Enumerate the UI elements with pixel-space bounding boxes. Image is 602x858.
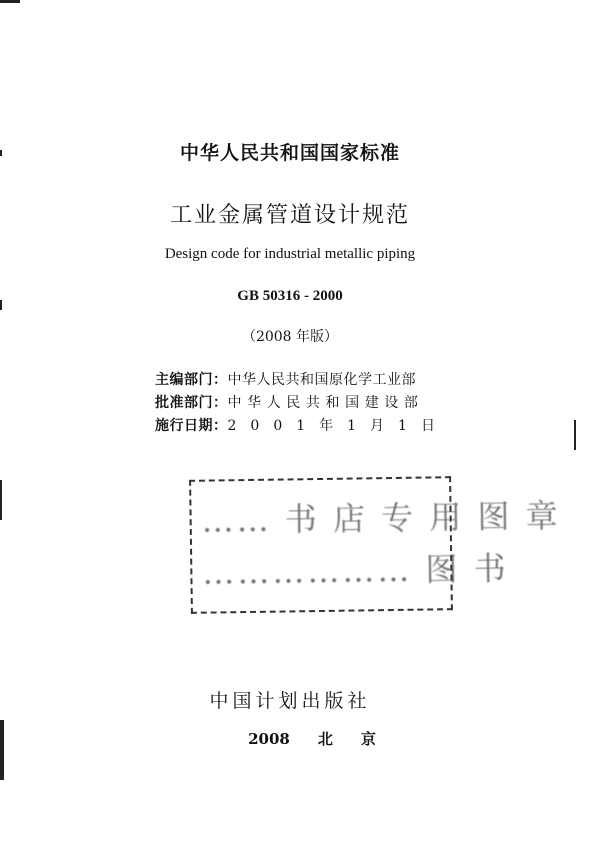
effective-value: 2001年1月1日 [227,418,449,434]
edition-label: （2008 年版） [241,329,339,345]
publication-line [22,728,602,749]
publication-city-1: 北 [317,730,333,748]
document-title: 工业金属管道设计规范 [169,203,410,228]
library-stamp [189,476,561,614]
stamp-line-1: …… 书 店 专 用 图 章 [201,496,561,540]
effective-date-row [155,415,449,435]
publisher-name: 中国计划出版社 [209,690,371,712]
effective-label: 施行日期： [155,418,228,434]
english-title: Design code for industrial metallic piping [164,246,416,262]
approver-value: 中华人民共和国建设部 [227,395,424,411]
publication-year: 2008 [248,730,290,748]
editor-label: 主编部门： [155,372,228,388]
scan-artifact [0,720,4,780]
standard-heading: 中华人民共和国国家标准 [179,142,400,164]
stamp-line-2: ……………… 图 书 [202,549,509,592]
scan-artifact [574,420,576,450]
editor-value: 中华人民共和国原化学工业部 [227,372,416,388]
approver-row [155,392,424,412]
scan-artifact [0,0,20,3]
standard-code: GB 50316 - 2000 [237,288,343,304]
approver-label: 批准部门： [155,395,228,411]
editor-row [155,369,416,389]
publication-city-2: 京 [360,730,376,748]
scan-artifact [0,480,2,520]
